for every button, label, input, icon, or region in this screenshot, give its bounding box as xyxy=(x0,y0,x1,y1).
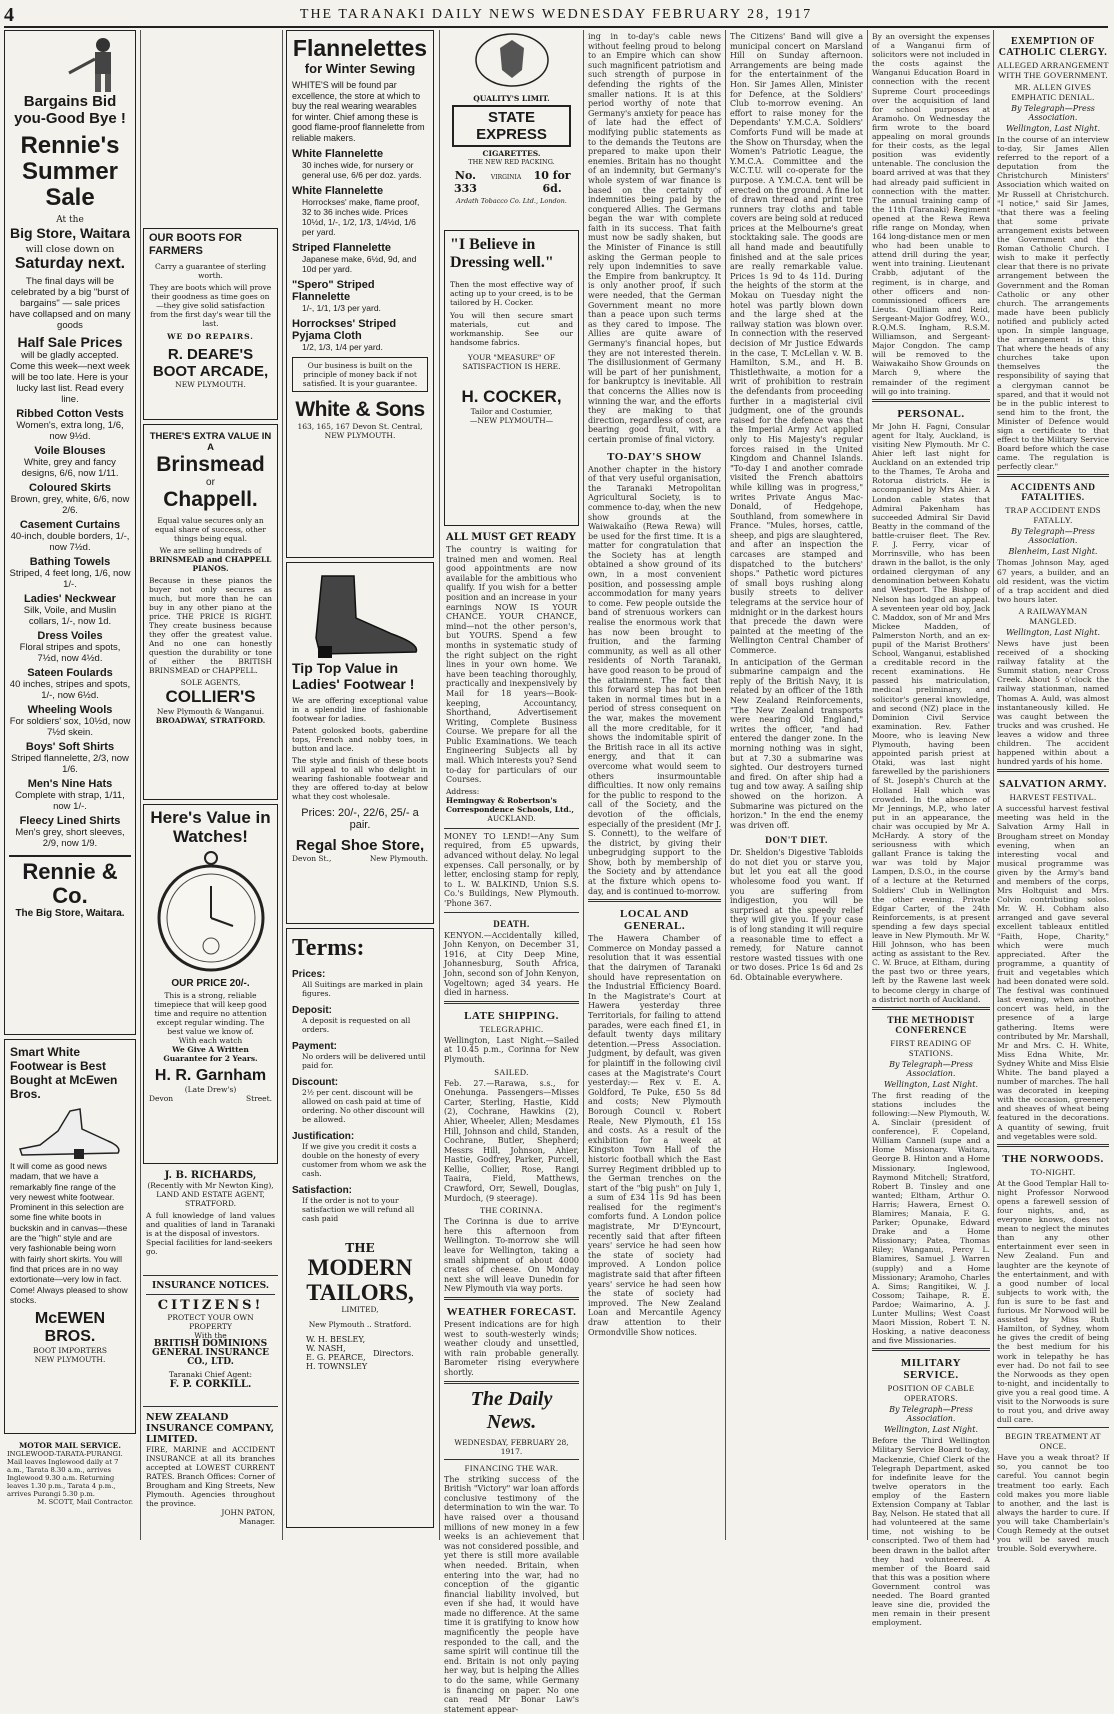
rennie-name-big: Rennie's xyxy=(20,132,120,159)
terms-row-heading: Prices: xyxy=(292,969,326,980)
collier-top: THERE'S EXTRA VALUE IN A xyxy=(149,431,272,453)
garnham-with: With each watch xyxy=(178,1036,243,1045)
column-2 xyxy=(143,30,278,1540)
column-rule xyxy=(583,30,584,1540)
state-quality: QUALITY'S LIMIT. xyxy=(473,94,550,103)
methodist-by: By Telegraph—Press Association. xyxy=(889,1059,973,1078)
garnham-ad xyxy=(143,804,278,1164)
rennie-at-the: At the xyxy=(56,215,84,225)
rennie-item-desc: Complete with strap, 1/11, now 1/-. xyxy=(15,790,125,812)
pocket-watch-icon xyxy=(151,846,271,976)
treatment-heading: BEGIN TREATMENT AT ONCE. xyxy=(1005,1431,1101,1452)
methodist-dateline: Wellington, Last Night. xyxy=(883,1079,979,1089)
collier-towns: New Plymouth & Wanganui. xyxy=(156,707,265,716)
rennie-item-desc: Striped, 4 feet long, 1/6, now 1/-. xyxy=(9,568,131,590)
white-item-heading: White Flannelette xyxy=(292,148,384,160)
white-item-heading: Horrockses' Striped Pyjama Cloth xyxy=(292,318,397,342)
regal-p3: The style and finish of these boots will appeal to all who delight in wearing fashionable footwear and they are offered to-day at below what they cost wholesale. xyxy=(292,756,428,801)
rennie-item-desc: Men's grey, short sleeves, 2/9, now 1/9. xyxy=(15,827,125,849)
military-by: By Telegraph—Press Association. xyxy=(889,1405,973,1424)
hemingway-ad xyxy=(444,530,579,825)
director-name: W. NASH, xyxy=(306,1344,346,1353)
regal-town: New Plymouth. xyxy=(369,854,428,863)
rennie-item-heading: Dress Voiles xyxy=(37,630,103,642)
rennie-item-desc: 40-inch, double borders, 1/-, now 7½d. xyxy=(10,531,130,553)
director-list xyxy=(306,1335,367,1371)
insurance-with: With the xyxy=(194,1331,227,1340)
tailors-tailors: TAILORS, xyxy=(306,1280,414,1305)
white-item-desc: 1/-, 1/1, 1/3 per yard. xyxy=(302,303,381,313)
todays-show-heading: TO-DAY'S SHOW xyxy=(607,450,702,463)
col7-body4: Before the Third Wellington Military Service Board to-day, Mackenzie, Chief Clerk of the Telegraph Department, asked for indefinite leave for the twelve operators in the employ of the Eastern Extension Company at Tablar Bay, Nelson. He stated that all had volunteered at the same time, not wishing to be conscripted. Two of them had been drawn in the ballot after they had volunteered. A member of the Board said that this was a position where Government control was needed. The Board granted leave sine die, provided the men remain in their present employment. xyxy=(872,1436,990,1628)
modern-tailors-ad xyxy=(286,928,434,1528)
collier-agents: SOLE AGENTS, xyxy=(180,678,241,687)
rennie-item-heading: Ladies' Neckwear xyxy=(24,593,116,605)
rennie-item-heading: Wheeling Wools xyxy=(27,704,113,716)
motor-heading: MOTOR MAIL SERVICE. xyxy=(18,1441,122,1450)
collier-addr: BROADWAY, STRATFORD. xyxy=(155,716,266,725)
motor-mail-notice xyxy=(4,1438,136,1510)
column-6 xyxy=(730,30,863,1540)
collier-name: COLLIER'S xyxy=(165,687,256,706)
nzins-name: JOHN PATON, xyxy=(221,1508,275,1517)
richards-ad xyxy=(143,1168,278,1272)
rennie-item-heading: Ribbed Cotton Vests xyxy=(16,408,124,420)
british-dominions-ad xyxy=(143,1279,278,1403)
collier-p2: We are selling hundreds of xyxy=(159,546,262,555)
col6-body2: In anticipation of the German submarine campaign and the reply of the British Navy, it is related by an officer of the 18th New Zealand Reinforcements, "The New Zealand transports were nearing Old England," writes the officer, "and had entered the danger zone. In the morning nothing was in sight, but at 7.30 a submarine was sighted. Our destroyers turned and fired. On after ship had a tug and tow away. A sailing ship showed on the horizon. A Submarine was pictured on the horizon." In the end the enemy was driven off. xyxy=(730,657,863,830)
money-ad: MONEY TO LEND!—Any Sum required, from £5 upwards, advanced without delay. No legal expenses. Call personally, or by letter, enclosing stamp for reply, to L. W. BALKIND, Union S.S. Co.'s Buildings, New Plymouth. 'Phone 367. xyxy=(444,831,579,908)
white-item-list xyxy=(292,148,428,352)
rennie-ad xyxy=(4,30,136,1035)
death-heading: DEATH. xyxy=(493,918,530,929)
state-no: No. 333 xyxy=(453,169,477,195)
garnham-street: Street. xyxy=(245,1094,272,1103)
garnham-headline: Here's Value in Watches! xyxy=(150,808,271,846)
state-pack: THE NEW RED PACKING. xyxy=(468,158,555,166)
column-8 xyxy=(997,30,1109,1554)
exemption-sub2: MR. ALLEN GIVES EMPHATIC DENIAL. xyxy=(1011,82,1095,102)
garnham-body: This is a strong, reliable timepiece that will keep good time and require no attention except regular winding. The best value we know of. xyxy=(154,991,267,1036)
col8-body2: Thomas Johnson May, aged 67 years, a builder, and an old resident, was the victim of a trap accident and died two hours later. xyxy=(997,558,1109,604)
white-name: White & Sons xyxy=(295,398,425,421)
col7-body2: Mr John H. Fagni, Consular agent for Italy, Auckland, is visiting New Plymouth. Mr C. Ahier left last night for Auckland on an extended trip to the Thames, Te Aroha and Rotorua districts. He is accompanied by Mrs Ahier. A London cable states that Admiral Pakenham has succeeded Admiral Sir David Beatty in the command of the battle-cruiser fleet. The Rev. F. J. Ferry, vicar of Morrinsville, who has been drawn in the ballot, is the only ordained clergyman of any denomination between Kohatu and Westport. The Bishop of Nelson has lodged an appeal. A seventeen year old boy, Jack C. Maddox, son of Mr and Mrs Mickee Madden, of Palmerston North, and an ex-pupil of the Marist Brothers' School, Wanganui, established a creditable record in the recent examinations. He passed his matriculation, medical preliminary, and solicitor's general knowledge, and second (NZ) place in the Dominion Civil Service examination. Rev. Father Moore, who is leaving New Plymouth, having been appointed parish priest at Otaki, was last night farewelled by the parishioners of St. Joseph's Church at the Holland Hall which was crowded. In the absence of Mr Jennings, M.P., who later put in an appearance, the chair was occupied by Mr A. McHardy. A story of the seriousness with which gallant France is taking the war was told by Major Lampen, D.S.O., in the course of a lecture at the Returned Soldiers' Club in Wellington the other evening. Private Edgar Carter, of the 24th Reinforcements, is at present spending a few days special leave in New Plymouth. Mr W. Hill Johnson, who has been acting as assistant to the Rev. C. W. Bruce, at Eltham, during the past two or three years, left by the Rawene last week to become clergy in charge of a district north of Auckland. xyxy=(872,421,990,1004)
white-item-desc: Horrockses' make, flame proof, 32 to 36 inches wide. Prices 10½d, 1/-, 1/2, 1/3, 1/4½d, 1/6 per yard. xyxy=(302,197,420,237)
col8-body2b: News have just been received of a shocking railway fatality at the Summit station, near Cross Creek. About 5 o'clock the railway stationman, named Thomas A. Auld, was almost instantaneously killed. He was caught between the trucks and was crushed. He leaves a widow and three children. The accident happened within about a hundred yards of his home. xyxy=(997,638,1109,767)
regal-body: We are offering exceptional value in a splendid line of fashionable footwear for ladies. xyxy=(292,696,428,723)
terms-row-desc: If the order is not to your satisfaction we will refund all cash paid xyxy=(302,1196,415,1223)
white-intro: WHITE'S will be found par excellence, the store at which to buy the real wearing wearables for winter. Chief among these is good flame-proof flannelette from reliable makers. xyxy=(292,80,425,143)
salvation-sub: HARVEST FESTIVAL. xyxy=(1009,792,1097,803)
column-7 xyxy=(872,30,990,1628)
ladies-shoe-illustration xyxy=(292,568,428,660)
director-name: W. H. BESLEY, xyxy=(306,1335,366,1344)
column-rule xyxy=(140,30,141,1540)
shipping-corinna: THE CORINNA. xyxy=(479,1205,544,1216)
white-town: NEW PLYMOUTH. xyxy=(324,431,396,440)
column-rule xyxy=(282,30,283,1540)
insurance-protect: PROTECT YOUR OWN PROPERTY xyxy=(167,1313,254,1331)
motor-sig: M. SCOTT, Mail Contractor. xyxy=(37,1498,133,1506)
military-sub: POSITION OF CABLE OPERATORS. xyxy=(887,1383,975,1404)
white-sons-ad xyxy=(286,30,434,558)
deare-line1: Carry a guarantee of sterling worth. xyxy=(154,262,267,280)
nzins-body: FIRE, MARINE and ACCIDENT INSURANCE at all its branches accepted at LOWEST CURRENT RATES. Branch Offices: Corner of Brougham and King Streets, New Plymouth. Agencies throughout the province. xyxy=(146,1445,275,1508)
deare-headline: OUR BOOTS FOR FARMERS xyxy=(149,232,242,257)
white-item-desc: Japanese make, 6½d, 9d, and 10d per yard. xyxy=(302,254,417,274)
state-cig: CIGARETTES. xyxy=(482,149,541,158)
rennie-store: Big Store, Waitara xyxy=(9,225,131,241)
death-body: KENYON.—Accidentally killed, John Kenyon, on December 31, 1916, at City Deep Mine, Johannesburg, South Africa, John, second son of John Kenyon, Vogeltown; aged 34 years. He died in harness. xyxy=(444,930,579,998)
regal-headline: Tip Top Value in Ladies' Footwear ! xyxy=(292,660,415,692)
director-name: H. TOWNSLEY xyxy=(306,1362,368,1371)
cocker-p3: YOUR "MEASURE" OF SATISFACTION IS HERE. xyxy=(462,353,561,371)
regal-address xyxy=(292,854,428,863)
accidents-by: By Telegraph—Press Association. xyxy=(1011,527,1095,546)
norwoods-sub: TO-NIGHT. xyxy=(1030,1166,1076,1177)
exemption-by: By Telegraph—Press Association. xyxy=(1011,104,1095,122)
state-price-row xyxy=(444,169,579,195)
directors-label: Directors. xyxy=(373,1348,414,1358)
rennie-item-heading: Voile Blouses xyxy=(34,445,106,457)
terms-row-heading: Discount: xyxy=(292,1077,339,1088)
page-number: 4 xyxy=(4,3,14,26)
rennie-bargains: Bargains Bid you-Good Bye ! xyxy=(14,93,126,127)
methodist-sub: FIRST READING OF STATIONS. xyxy=(890,1037,972,1058)
white-item-heading: "Spero" Striped Flannelette xyxy=(292,279,375,303)
mcewen-tag: BOOT IMPORTERS xyxy=(33,1346,107,1356)
weather-heading: WEATHER FORECAST. xyxy=(446,1306,577,1318)
terms-row-desc: A deposit is requested on all orders. xyxy=(302,1016,411,1034)
watch-illustration xyxy=(149,846,272,978)
shipping-heading: LATE SHIPPING. xyxy=(464,1009,559,1022)
accidents-dateline: Blenheim, Last Night. xyxy=(1008,547,1098,557)
regal-prices: Prices: 20/-, 22/6, 25/- a pair. xyxy=(301,807,419,831)
rennie-company: Rennie & Co. xyxy=(9,855,131,908)
col8-body3: A successful harvest festival meeting was held in the Salvation Army Hall in Brougham street on Monday evening, when an interesting vocal and musical programme was given by the Army's band and members of the corps, Mrs Holtquist and Mrs. Colvin contributing solos. Mr. W. H. Cobham also arranged and gave several excellent tableaux entitled "Faith, Hope, Charity," which were much appreciated. After the programme, a quantity of fruit and vegetables which had been donated were sold. The festival was continued last evening, when another concert was held, in the presence of a large gathering. Items were contributed by Mr. Marshall, Mr and Mrs. C. H. White, Miss Edna White, Mr. Sydney White and Miss Elsie White. The band played a number of marches. The hall was decorated in keeping with the occasion, greenery and sheaves of wheat being featured in the decorations. A quantity of sewing, fruit and vegetables were sold. xyxy=(997,804,1109,1141)
exemption-heading: EXEMPTION OF CATHOLIC CLERGY. xyxy=(998,36,1108,58)
nz-insurance-ad xyxy=(143,1410,278,1528)
white-subheadline: for Winter Sewing xyxy=(304,61,416,76)
shipping-sailed: SAILED. xyxy=(494,1066,529,1077)
leader-paper-title: The Daily News. xyxy=(470,1387,553,1433)
rennie-item-heading: Fleecy Lined Shirts xyxy=(19,815,121,827)
mcewen-headline: Smart White Footwear is Best Bought at McEwen Bros. xyxy=(10,1045,118,1101)
white-item-desc: 1/2, 1/3, 1/4 per yard. xyxy=(302,342,383,352)
rennie-item-heading: Sateen Foulards xyxy=(27,667,113,679)
col8-body1: In the course of an interview to-day, Sir James Allen referred to the report of a deputation from the Christchurch Ministers' Association which waited on Mr Russell at Christchurch. "I notice," said Sir James, "that there was a feeling that some private arrangement exists between the Government and the Roman Catholic Church. I wish to make it perfectly clear that there is no private arrangement between the Government and the Roman Catholic or any other church. The arrangements made have been publicly notified and publicly acted upon. In simple language, the arrangement is this: That where the heads of any churches take upon themselves the responsibility of saying that a clergyman cannot be spared, and that it would not be in the public interest to send him to the front, the Minister of Defence would sign a certificate to that effect to the Military Service Board before which the case came. The regulation is perfectly clear." xyxy=(997,135,1109,472)
terms-row-heading: Deposit: xyxy=(292,1005,332,1016)
rennie-final-days: The final days will be celebrated by a big "burst of bargains" — sale prices have collapsed and on many goods xyxy=(9,276,131,331)
rennie-item-desc: Silk, Voile, and Muslin collars, 1/-, now 1d. xyxy=(23,605,117,627)
rennie-item-list xyxy=(9,408,131,849)
shipping-sub: TELEGRAPHIC. xyxy=(479,1023,544,1034)
col6-body1: The Citizens' Band will give a municipal concert on Marsland Hill on Sunday afternoon. Arrangements are being made for the entertainment of the Hon. Sir James Allen, Minister for Defence, at the Soldiers' Club to-morrow evening. An effort to raise money for the Dependants' Y.M.C.A. Soldiers' Comforts Fund will be made at the Show on Thursday, when the Women's Patriotic League, the Y.M.C.A. Committee and the W.C.T.U. will co-operate for the purpose. A Y.M.C.A. tent will be erected on the ground. A fine lot of drawn thread and print tree runners tray cloths and table covers are being sold at reduced prices at the Melbourne's great stocktaking sale. The goods are all hand made and beautifully finished and at the sale prices are really remarkable value. Prices 1s 9d to 4s 11d. During the heights of the storm at the Mokau on Tuesday night the hotel was partly blown down and the large shed at the railway station was blown over. In connection with the reserved decision of Mr Justice Edwards in the case, T. McLellan v. W. B. Hamilton, S.M., and H. B. Thistlethwaite, a motion for a writ of prohibition to restrain the defendants from proceeding further in a magisterial civil judgment, one of the grounds raised for the defence was that the Imperial Army Act applied only to His Majesty's regular forces raised in the United Kingdom and Channel Islands. "To-day I and another comrade visited the French abattoirs while killing was in progress," writes Private Angus Mac-Donald, of Hedgehope, Southland, from somewhere in France. "Mules, horses, cattle, sheep, and pigs are slaughtered, and after an inspection the carcases are stamped and dispatched to the butchers' shops." Pathetic word pictures of small boys rushing along busily streets to deliver telegrams at the service hour of midnight or in the darkest hours that precede the dawn were painted at the meeting of the Wellington Central Chamber of Commerce. xyxy=(730,32,863,655)
leader-heading: FINANCING THE WAR. xyxy=(464,1462,559,1473)
rennie-gladly: will be gladly accepted. Come this week—next week will be too late. Here is your lucky last list. Read every line. xyxy=(10,350,130,405)
white-item-heading: White Flannelette xyxy=(292,185,384,197)
terms-row-heading: Payment: xyxy=(292,1041,338,1052)
rennie-item-desc: Floral stripes and spots, 7½d, now 4½d. xyxy=(19,642,121,664)
accidents-sub: TRAP ACCIDENT ENDS FATALLY. xyxy=(1005,505,1101,526)
state-maker: Ardath Tobacco Co. Ltd., London. xyxy=(456,197,567,205)
leader-body: The striking success of the British "Victory" war loan affords conclusive testimony of the determination to win the war. To have raised over a thousand millions of new money in a few weeks is an achievement that was not considered possible, and yet there is still more available when needed. Britain, when entering into the war, had no conception of the gigantic financial liability involved, but even if she had, it would have made no difference. At the same time it is gratifying to know how magnificently the people have responded to the call, and the same spirit will continue till the end. Britain is not only paying her way, but is helping the Allies to do the same, while Germany is financing on paper. No one can read Mr Bonar Law's statement appear- xyxy=(444,1474,579,1714)
garnham-late: (Late Drew's) xyxy=(184,1085,237,1094)
deare-repairs: WE DO REPAIRS. xyxy=(167,332,254,341)
rennie-item-heading: Bathing Towels xyxy=(29,556,111,568)
deare-body: They are boots which will prove their goodness as time goes on—they give solid satisfaction from the first day's wear till the last. xyxy=(149,283,272,328)
white-addr: 163, 165, 167 Devon St. Central, xyxy=(297,422,423,431)
cocker-p1: Then the most effective way of acting up to your creed, is to be tailored by H. Cocker. xyxy=(450,280,573,307)
shipping-p1: Wellington, Last Night.—Sailed at 10.45 p.m., Corinna for New Plymouth. xyxy=(444,1035,579,1064)
salesman-figure-icon xyxy=(9,35,129,93)
collier-ad xyxy=(143,424,278,800)
col6-body3: Dr. Sheldon's Digestive Tabloids do not diet you or starve you, but let you eat all the good wholesome food you want. If you are suffering from indigestion, you will be surprised at the speedy relief they will give you. If your case is of long standing it will require a reasonable time to effect a remedy, for Nature cannot restore wasted tissues with one or two doses. Price 1s 6d and 2s 6d. Obtainable everywhere. xyxy=(730,848,863,982)
railwayman-sub: A RAILWAYMAN MANGLED. xyxy=(1018,605,1088,626)
hemingway-town: AUCKLAND. xyxy=(487,813,536,823)
collier-p1: Equal value secures only an equal share of success, other things being equal. xyxy=(155,516,266,543)
ladies-boot-icon xyxy=(292,568,430,660)
cocker-headline: "I Believe in Dressing well." xyxy=(450,236,554,271)
col7-body3: The first reading of the stations includes the following:—New Plymouth, W. A. Sinclair (president of conference), F. Copeland, William Cannell (supe and a Home Missionary. Waitara, George B. Hinton and a Home Missionary. Inglewood, Raymond Mitchell; Stratford, Robert B. Tinsley and one wanted; Eltham, Arthur O. Harris; Hawera, Ernest O. Blamires; Manaia, F. G. Parker; Opunake, Edward Drake and a Home Missionary; Patea, Thomas Riley; Wanganui, Percy L. Blamires, Samuel J. Warren (supply) and a Home Missionary; Aramoho, Charles A. Sims; Rangitikei, W. J. Cossom; Taihape, R. E. Pardoe; Waimarino, A. J. Lunter Mullins; West Coast Maori Mission, Robert T. N. Hosking, a native deaconess and five Missionaries. xyxy=(872,1090,990,1346)
personal-heading: PERSONAL. xyxy=(897,407,965,420)
rennie-item-desc: Brown, grey, white, 6/6, now 2/6. xyxy=(10,494,130,516)
railwayman-dateline: Wellington, Last Night. xyxy=(1005,627,1101,637)
terms-row-desc: All Suitings are marked in plain figures. xyxy=(302,980,423,998)
white-item-heading: Striped Flannelette xyxy=(292,242,392,254)
shipping-p2: Feb. 27.—Rarawa, s.s., for Onehunga. Passengers—Misses Carter, Sterling, Hastie, Kidd (2), Cochrane, Hawkins (2), Ahier, Wheeler, Allen; Mesdames Hill, Johnson and child, Standen, Cochrane, Butler, Shepherd; Messrs Hill, Johnson, Ahier, Hastie, Godfrey, Parker, Purcell, Kellie, Collier, Rose, Rangi Taaira, Field, Matthews, Crawford, Orr, Sewell, Douglas, Murdoch, (9 steerage). xyxy=(444,1078,579,1203)
military-heading: MILITARY SERVICE. xyxy=(900,1357,962,1382)
col8-body4: At the Good Templar Hall to-night Professor Norwood opens a farewell session of four nights, and, as everyone knows, does not mean to neglect the minutes than any other entertainment ever seen in New Zealand. Fun and laughter are the keynote of the entertainment, and with a good number of local subjects to work with, the fun is sure to be fast and furious. Mr Norwood will be assisted by Miss Ruth Hamilton, of Sydney, whom he gives the credit of being the best medium for his work in telepathy he has ever had. Do not fail to see the Norwoods as they open to-night, and incidentally to give you a real good time. A visit to the Norwoods is sure to rout you, and drive away dull care. xyxy=(997,1178,1109,1425)
white-note: Our business is built on the principle of money back if not satisfied. It is your guarantee. xyxy=(292,357,428,392)
methodist-heading: THE METHODIST CONFERENCE xyxy=(887,1015,975,1036)
hemingway-body: The country is waiting for trained men and women. Real good appointments are now available for the ambitious who qualify. If you wish for a better position and an increase in your earnings NOW IS YOUR CHANCE. YOUR CHANCE, mind—not the other person's, but YOURS. Spend a few months in systematic study of the right subject on the right lines in your own home. We have been teaching thoroughly, practically and inexpensively by Mail for 18 years—Book-keeping, Accountancy, Shorthand, Advertisement Writing, Complete Business Course. We prepare for all the Public Examinations. We teach Engineering Subjects all by mail. Which interests you? Send to-day for particulars of our Courses. xyxy=(446,545,577,785)
collier-or: or xyxy=(206,477,215,488)
rennie-item-heading: Boys' Soft Shirts xyxy=(25,741,115,753)
nzins-heading: NEW ZEALAND INSURANCE COMPANY, LIMITED. xyxy=(146,1412,275,1445)
collier-p3: BRINSMEAD and CHAPPELL PIANOS. xyxy=(149,555,272,573)
regal-name: Regal Shoe Store, xyxy=(295,837,425,854)
rennie-summer: Summer xyxy=(21,158,119,185)
rennie-half-sale: Half Sale Prices xyxy=(17,334,123,350)
terms-list xyxy=(292,969,428,1223)
weather-body: Present indications are for high west to south-westerly winds; weather cloudy and unsettled, with rain probable generally. Barometer rising everywhere shortly. xyxy=(444,1320,579,1377)
norwoods-heading: THE NORWOODS. xyxy=(1002,1152,1104,1165)
garnham-addr xyxy=(149,1094,272,1103)
col7-body1: By an oversight the expenses of a Wanganui firm of solicitors were not included in the costs against the Wanganui Education Board in connection with the recent Supreme Court proceedings over the acquisition of land for school purposes at Aramoho. On Wednesday the firm wrote to the board appealing on moral grounds for their costs, as the legal position was evidently untenable. The conclusion the board arrived at was that they had already paid sufficient in connection with the matter. The annual training camp of the 11th (Taranaki) Regiment opened at the Rewa Rewa rifle range on Monday, when 164 long-distance men or men who had been unable to attend drill during the year, went into training. Lieutenant Crabb, adjutant of the regiment, is in charge, and other officers and non-commissioned officers are Lieuts. Quilliam and Reid, Sergeant-Major Godfrey, W.O., R.Q.M.S. Ingham, R.S.M. Williamson, and Sergeant-Major Congdon. The camp will be removed to the Waiwakaiho Show Grounds on March 9, where the remainder of the regiment will go into training. xyxy=(872,32,990,396)
mcewen-ad xyxy=(4,1039,136,1434)
rennie-item-desc: For soldiers' sox, 10½d, now 7½d skein. xyxy=(9,716,131,738)
richards-sub: (Recently with Mr Newton King), LAND AND ESTATE AGENT, STRATFORD. xyxy=(147,1181,274,1208)
column-rule xyxy=(725,30,726,1540)
insurance-agent: Taranaki Chief Agent: xyxy=(168,1370,253,1379)
rennie-item-heading: Men's Nine Hats xyxy=(27,778,113,790)
garnham-devon: Devon xyxy=(149,1094,174,1103)
col8-body5: Have you a weak throat? If so, you cannot be too careful. You cannot begin treatment too early. Each cold makes you more liable to another, and the last is always the harder to cure. If you will take Chamberlain's Cough Remedy at the outset you will be saved much trouble. Sold everywhere. xyxy=(997,1453,1109,1554)
rennie-item-desc: White, grey and fancy designs, 6/6, now 1/11. xyxy=(21,457,119,479)
column-rule xyxy=(993,30,994,1540)
hemingway-addr: Address: xyxy=(446,786,480,796)
richards-body: A full knowledge of land values and qualities of land in Taranaki is at the disposal of investors. xyxy=(146,1211,275,1238)
military-dateline: Wellington, Last Night. xyxy=(883,1425,979,1435)
state-va: VIRGINIA xyxy=(490,174,522,181)
rennie-item-desc: Women's, extra long, 1/6, now 9½d. xyxy=(16,420,124,442)
shipping-p3: The Corinna is due to arrive here this afternoon from Wellington. To-morrow she will leave for Wellington, taking a small shipment of about 4000 crates of cheese. On Monday next she will leave Dunedin for New Plymouth via way ports. xyxy=(444,1217,579,1294)
director-name: E. G. PEARCE, xyxy=(306,1353,366,1362)
white-item-desc: 30 inches wide, for nursery or general use, 6/6 per doz. yards. xyxy=(302,160,422,180)
cocker-town: —NEW PLYMOUTH— xyxy=(469,416,554,425)
rennie-item-desc: Striped flannelette, 2/3, now 1/6. xyxy=(11,753,129,775)
state-express-ad xyxy=(444,30,579,230)
terms-row-heading: Satisfaction: xyxy=(292,1185,353,1196)
masthead xyxy=(4,4,1108,28)
richards-name: J. B. RICHARDS, xyxy=(164,1170,257,1181)
masthead-title: THE TARANAKI DAILY NEWS WEDNESDAY FEBRUARY 28, 1917 xyxy=(299,7,813,22)
tailors-modern: MODERN xyxy=(307,1255,413,1280)
cocker-name: H. COCKER, xyxy=(461,387,562,406)
column-5 xyxy=(588,30,721,1540)
mcewen-name: McEWEN BROS. xyxy=(34,1310,106,1346)
deare-town: NEW PLYMOUTH. xyxy=(175,380,246,389)
cocker-p2: You will then secure smart materials, cut and workmanship. See our handsome fabrics. xyxy=(450,311,573,347)
richards-special: Special facilities for land-seekers go. xyxy=(146,1238,273,1256)
tailors-the: THE xyxy=(345,1241,375,1255)
rennie-saturday: Saturday next. xyxy=(14,255,126,272)
leader-date: WEDNESDAY, FEBRUARY 28, 1917. xyxy=(454,1437,569,1456)
column-4 xyxy=(444,30,579,1714)
rennie-will-close: will close down on xyxy=(25,244,115,255)
garnham-name: H. R. Garnham xyxy=(154,1067,267,1084)
garnham-price: OUR PRICE 20/-. xyxy=(171,978,250,989)
salvation-heading: SALVATION ARMY. xyxy=(999,778,1107,791)
deare-name: R. DEARE'S BOOT ARCADE, xyxy=(152,346,269,380)
insurance-co: BRITISH DOMINIONS GENERAL INSURANCE CO., LTD. xyxy=(151,1339,270,1367)
state-brand: STATE EXPRESS xyxy=(452,105,571,147)
column-rule xyxy=(867,30,868,1540)
regal-shoe-ad xyxy=(286,562,434,924)
tailors-limited: LIMITED, xyxy=(341,1305,379,1314)
shoe-illustration xyxy=(10,1101,130,1161)
mcewen-body: It will come as good news madam, that we have a remarkably fine range of the very newest white footwear. Prominent in this selection are some fine white boots in buckskin and in canvas—these are the "high" style and are very fashionable being worn with fairly short skirts. You will find that prices are in no way extortionate—very low in fact. Come! Always pleased to show stocks. xyxy=(10,1161,128,1305)
exemption-sub: ALLEGED ARRANGEMENT WITH THE GOVERNMENT. xyxy=(997,60,1109,80)
salesman-illustration xyxy=(9,35,131,93)
deare-ad xyxy=(143,228,278,420)
rennie-item-desc: 40 inches, stripes and spots, 1/-, now 6½d. xyxy=(9,679,131,701)
boot-illustration-space xyxy=(143,30,278,228)
terms-row-desc: No orders will be delivered until paid for. xyxy=(302,1052,426,1070)
col5-body2: Another chapter in the history of that very useful organisation, the Taranaki Metropolitan Agricultural Society, is to commence to-day, when the new show grounds at the Waiwakaiho (Rewa Rewa) will be used for the first time. It is a matter for congratulation that the Society has at length obtained a show ground of its own, in a most convenient position, and possessing ample accommodation for many years to come. Few people outside the band of strenuous workers can realise the enormous work that has now been brought to fruition, and the farming community, as well as all other residents of North Taranaki, have good reason to be proud of the attainment. The fact that this forward step has not been taken in normal times but in a period of stress consequent on the war, makes the movement all the more creditable, for it shows the indomitable spirit of the British race in all its active energy, and that it can overcome what would seem to others insurmountable difficulties. It now only remains for the public to respond to the call of the Society, and the devotion of the officials, especially of the president (Mr J. S. Connett), to the welfare of the district, by giving their unbegrudging support to the Show, both by membership of the Society and by attendance at the fixture which opens to-day, and is continued to-morrow. xyxy=(588,464,721,896)
nzins-role: Manager. xyxy=(239,1517,275,1526)
exemption-dateline: Wellington, Last Night. xyxy=(1005,124,1101,133)
rennie-sale: Sale xyxy=(45,184,95,211)
column-3 xyxy=(286,30,434,1540)
terms-row-desc: If we give you credit it costs a double on the honesty of every customer from whom we ask the cash. xyxy=(302,1142,427,1178)
regal-addr: Devon St., xyxy=(292,854,332,863)
mcewen-town: NEW PLYMOUTH. xyxy=(34,1355,106,1365)
terms-row-heading: Justification: xyxy=(292,1131,355,1142)
terms-headline: Terms: xyxy=(292,935,365,961)
rennie-item-heading: Coloured Skirts xyxy=(29,482,111,494)
cocker-ad xyxy=(444,230,579,526)
collier-chappell: Chappell. xyxy=(163,488,258,511)
dont-diet-heading: DON'T DIET. xyxy=(765,836,828,847)
column-rule xyxy=(439,30,440,1540)
insurance-citizens: CITIZENS! xyxy=(157,1298,264,1313)
state-price: 10 for 6d. xyxy=(533,169,571,195)
crest-icon xyxy=(472,30,552,90)
motor-body: INGLEWOOD-TARATA-PURANGI. Mail leaves Inglewood daily at 7 a.m., Tarata 8.30 a.m., arrives Inglewood 9.30 a.m. Returning leaves 1.30 p.m., Tarata 4 p.m., arrives Purangi 5.30 p.m. xyxy=(7,1450,123,1498)
col5-body1: ing in to-day's cable news without feeling proud to belong to an Empire which can show such magnificent patriotism and such strength of purpose in defending the rights of the smaller nations. It is at this period worthy of note that Germany's anxiety for peace has of late had the effect of modifying public statements as to the demands the Teutons are prepared to make upon their enemies. Britain has no thought of an indemnity, but Germany's whole system of war finance is based on the certainty of indemnities being paid by the conquered Allies. The Germans began the war with complete faith in its success. That faith must now be sadly shaken, but the Minister of Finance is still asking the German people to rely upon indemnities to save the Empire from bankruptcy. It is only another proof, if such were needed, that the German Government meant no more than a peace upon such terms as they cared to impose. The Allies are quite aware of Germany's financial hopes, but they are not interested therein. The disillusionment of Germany will be part of her punishment, for bankruptcy is inevitable. All that concerns the Allies now is winning the war, and the efforts they are making to that direction, regardless of cost, are bearing good fruit, with a certain promise of final victory. xyxy=(588,32,721,444)
garnham-guarantee: We Give A Written Guarantee for 2 Years. xyxy=(163,1045,258,1063)
col5-body3: The Hawera Chamber of Commerce on Monday passed a resolution that it was essential that the dairymen of Taranaki should have representation on the Industrial Efficiency Board. In the Magistrate's Court at Hawera yesterday three Territorials, for failing to attend parades, were each fined £1, in default twenty days military detention.—Press Association. Judgment, by default, was given for plaintiff in the following civil cases at the Magistrate's Court yesterday:— Rex v. E. A. Goldford, Te Puke, £50 5s 8d and costs; New Plymouth Borough Council v. Robert Reale, New Plymouth, £1 15s and costs. As a result of the exhibition for a week at Kingston Town Hall of the historic football which the East Surrey Regiment dribbled up to the German trenches on the start of the "big push" on July 1, a sum of £34 11s 9d has been realised for the regiment's comforts fund. A London police magistrate, Mr D'Eyncourt, recently said that after fifteen years' service he had seen how the state of society had improved. A London police magistrate said that after fifteen years' service he had seen how the state of society had improved. The New Zealand Loan and Mercantile Agency draw attention to their Ormondville Show notices. xyxy=(588,934,721,1337)
white-headline: Flannelettes xyxy=(292,35,428,61)
column-1 xyxy=(4,30,136,1540)
cocker-sub: Tailor and Costumier, xyxy=(470,407,553,416)
shoe-icon xyxy=(10,1101,128,1161)
regal-p2: Patent golosked boots, gaberdine tops, French and nobby toes, in button and lace. xyxy=(292,726,428,753)
rennie-tag: The Big Store, Waitara. xyxy=(15,908,125,919)
hemingway-name: Hemingway & Robertson's Correspondence Schools, Ltd., xyxy=(446,795,574,814)
insurance-heading: INSURANCE NOTICES. xyxy=(152,1281,269,1291)
local-general-heading: LOCAL AND GENERAL. xyxy=(620,908,689,933)
collier-brinsmead: Brinsmead xyxy=(156,453,265,476)
insurance-agent-name: F. P. CORKILL. xyxy=(169,1379,252,1390)
tailors-directors xyxy=(292,1335,428,1371)
accidents-heading: ACCIDENTS AND FATALITIES. xyxy=(1010,483,1096,504)
rennie-item-heading: Casement Curtains xyxy=(19,519,121,531)
terms-row-desc: 2½ per cent. discount will be allowed on cash paid at time of ordering. No other discount will be allowed. xyxy=(302,1088,425,1124)
hemingway-headline: ALL MUST GET READY xyxy=(446,532,576,543)
collier-p4: Because in these pianos the buyer not only secures as much, but more than he can buy in any other piano at the price. THE PRICE IS RIGHT. They create business because they offer the greatest value. And no one can honestly question the durability or tone of either the BRITISH BRINSMEAD or CHAPPELL. xyxy=(149,576,272,675)
tailors-towns: New Plymouth .. Stratford. xyxy=(308,1320,412,1329)
